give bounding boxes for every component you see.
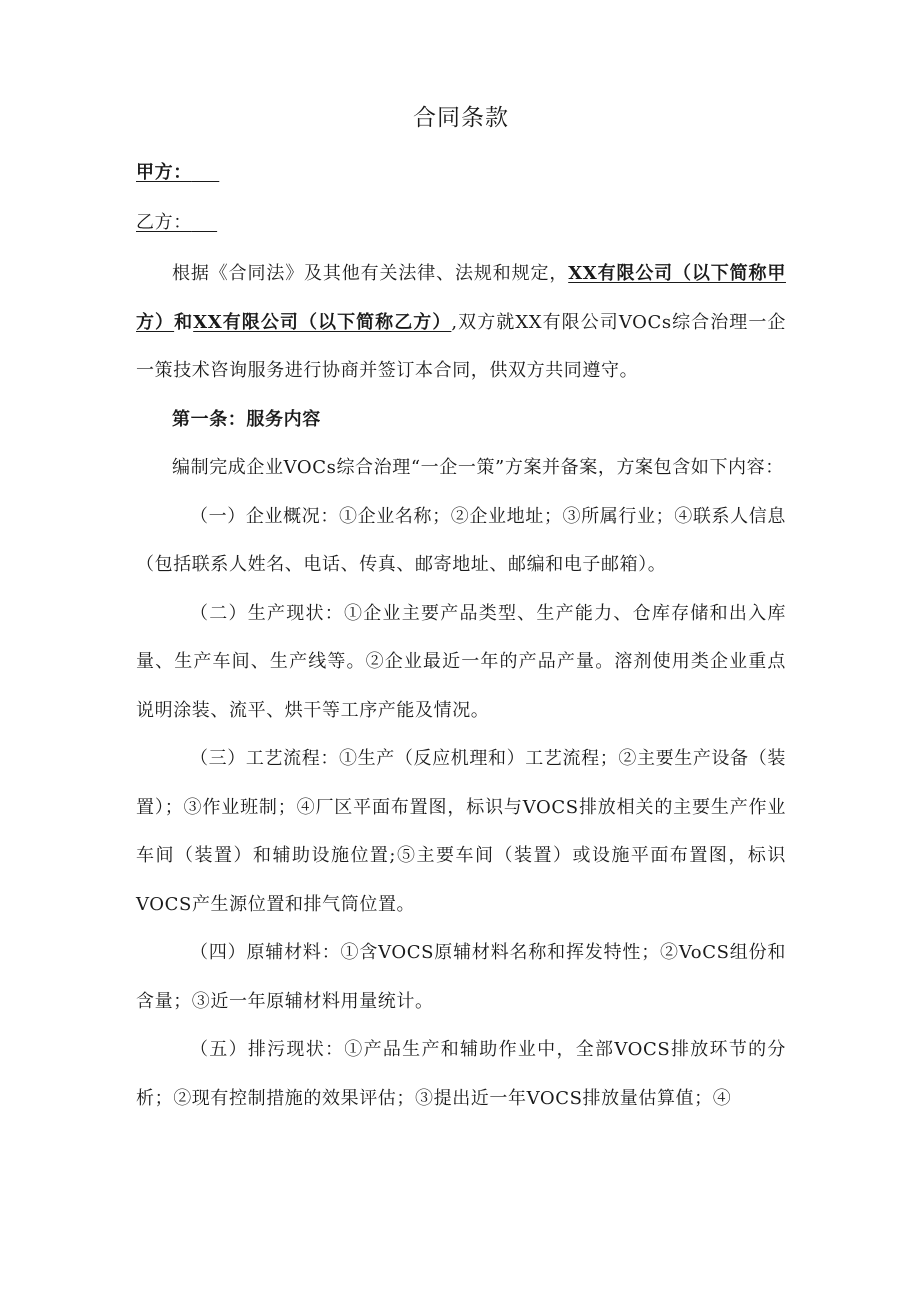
article-1-heading: 第一条：服务内容 [172,408,321,430]
article-1-item-3: （三）工艺流程：①生产（反应机理和）工艺流程；②主要生产设备（装置）；③作业班制；④厂区平面布置图，标识与VOCS排放相关的主要生产作业车间（装置）和辅助设施位置;⑤主要车间（装置）或设施平面布置图，标识VOCS产生源位置和排气筒位置。 [136,748,786,915]
article-1-item-2: （二）生产现状：①企业主要产品类型、生产能力、仓库存储和出入库量、生产车间、生产线等。②企业最近一年的产品产量。溶剂使用类企业重点说明涂装、流平、烘干等工序产能及情况。 [136,602,786,721]
intro-suffix: ,双方就XX有限公司VOCs综合治理一企一策技术咨询服务进行协商并签订本合同，供双方共同遵守。 [136,311,786,381]
party-a-blank [192,162,219,183]
intro-paragraph [136,250,786,396]
article-1-item-1: （一）企业概况：①企业名称；②企业地址；③所属行业；④联系人信息（包括联系人姓名、电话、传真、邮寄地址、邮编和电子邮箱）。 [136,505,786,575]
article-1-lead: 编制完成企业VOCs综合治理“一企一策”方案并备案，方案包含如下内容： [172,457,784,478]
document-title: 合同条款 [413,105,509,131]
intro-company-b: XX有限公司（以下简称乙方） [193,311,452,333]
party-a-line [136,148,786,198]
article-1-item-4: （四）原辅材料：①含VOCS原辅材料名称和挥发特性；②VoCS组份和含量；③近一年原辅材料用量统计。 [136,942,786,1012]
party-b-label: 乙方： [136,212,192,233]
party-b-line [136,198,786,248]
intro-prefix: 根据《合同法》及其他有关法律、法规和规定， [172,263,569,284]
article-1-item-5: （五）排污现状：①产品生产和辅助作业中，全部VOCS排放环节的分析；②现有控制措施的效果评估；③提出近一年VOCS排放量估算值；④ [136,1039,786,1109]
intro-company-a: XX有限公司（以下简称甲方） [136,263,786,333]
party-a-label: 甲方： [136,162,192,183]
party-b-blank [192,212,217,233]
intro-and: 和 [174,311,194,333]
